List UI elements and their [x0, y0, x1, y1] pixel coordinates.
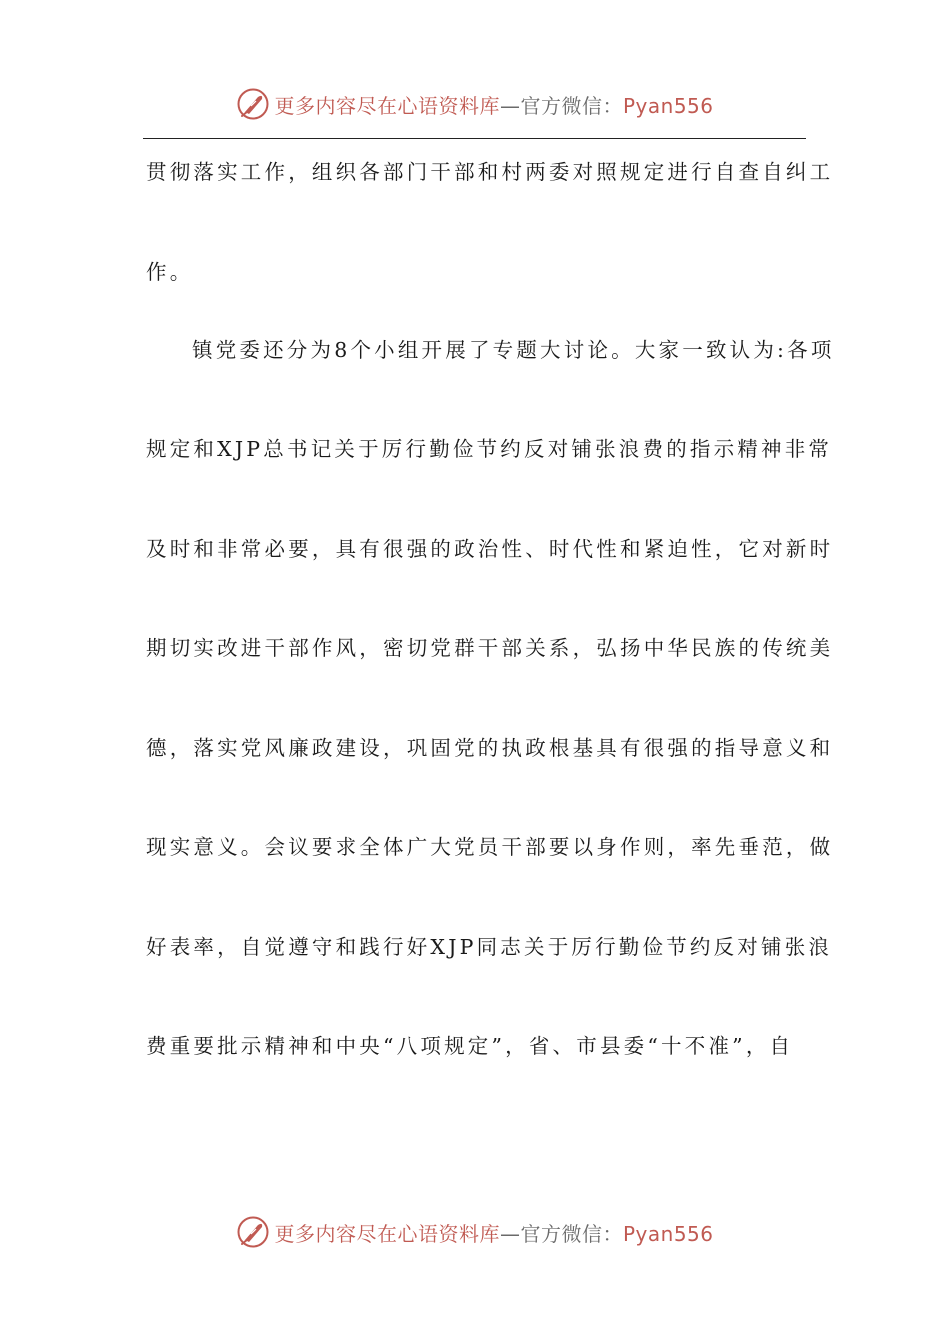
body-line: 及时和非常必要，具有很强的政治性、时代性和紧迫性，它对新时	[146, 537, 834, 561]
paragraph-start-line: 镇党委还分为8个小组开展了专题大讨论。大家一致认为:各项	[192, 338, 835, 362]
body-line: 好表率，自觉遵守和践行好XJP同志关于厉行勤俭节约反对铺张浪	[146, 935, 833, 959]
body-line: 作。	[146, 260, 194, 284]
footer-banner	[0, 1210, 950, 1254]
body-line: 现实意义。会议要求全体广大党员干部要以身作则，率先垂范，做	[146, 835, 834, 859]
footer-banner-title: 更多内容尽在心语资料库	[274, 1221, 500, 1246]
body-line: 期切实改进干部作风，密切党群干部关系，弘扬中华民族的传统美	[146, 636, 834, 660]
header-banner	[0, 82, 950, 126]
body-line: 费重要批示精神和中央“八项规定”，省、市县委“十不准”，自	[146, 1034, 794, 1058]
body-line: 贯彻落实工作，组织各部门干部和村两委对照规定进行自查自纠工	[146, 160, 834, 184]
body-line: 规定和XJP总书记关于厉行勤俭节约反对铺张浪费的指示精神非常	[146, 437, 833, 461]
header-divider	[143, 138, 806, 139]
header-banner-wechat-id: Pyan556	[622, 93, 714, 118]
body-line: 德，落实党风廉政建设，巩固党的执政根基具有很强的指导意义和	[146, 736, 834, 760]
header-banner-wechat-label: —官方微信：	[499, 93, 623, 118]
quill-pen-circle-icon	[236, 1215, 270, 1249]
footer-banner-wechat-label: —官方微信：	[499, 1221, 623, 1246]
header-banner-title: 更多内容尽在心语资料库	[274, 93, 500, 118]
footer-banner-wechat-id: Pyan556	[622, 1221, 714, 1246]
quill-pen-circle-icon	[236, 87, 270, 121]
